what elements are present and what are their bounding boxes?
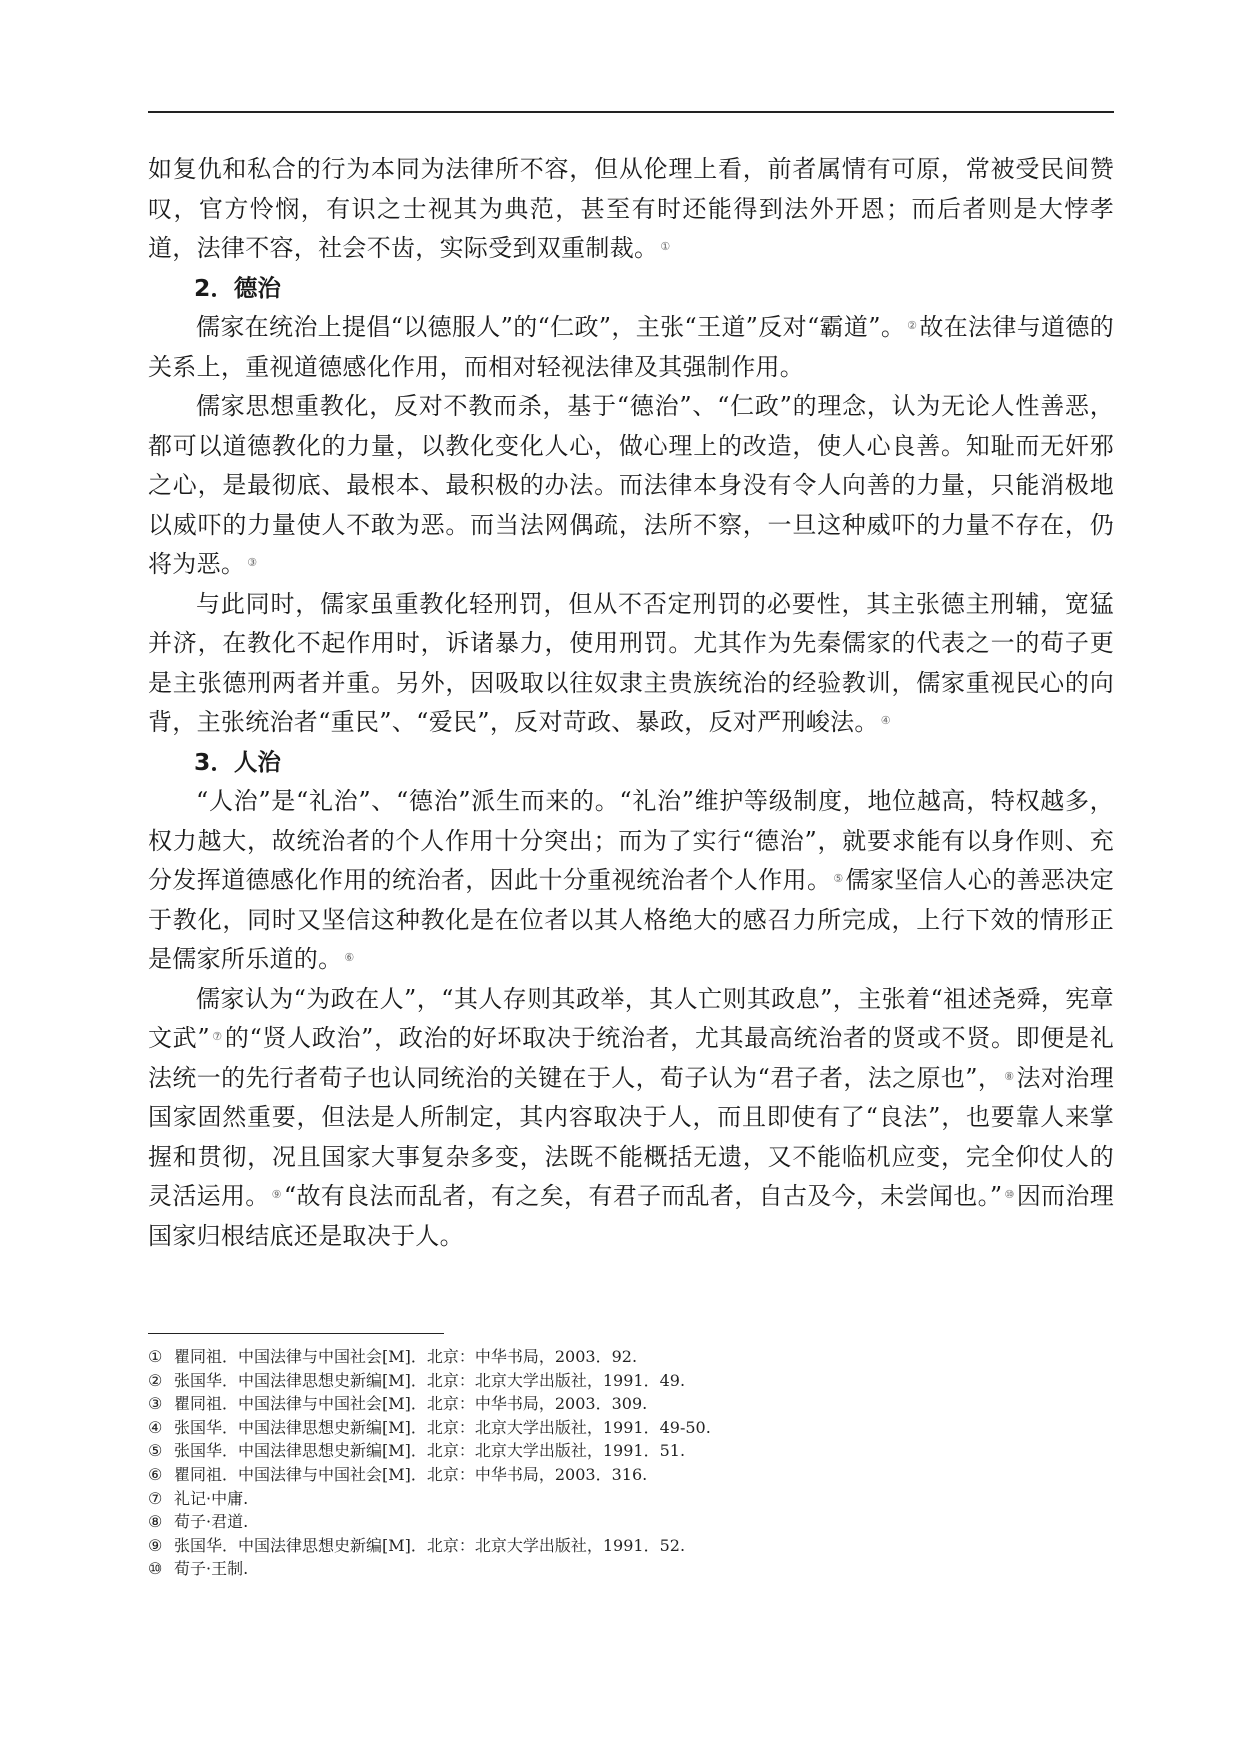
footnote-ref-8[interactable]: ⑧ [1004, 1069, 1015, 1083]
footnote-ref-7[interactable]: ⑦ [211, 1030, 223, 1043]
footnote-item: ⑤ 张国华．中国法律思想史新编[M]．北京：北京大学出版社，1991．51. [148, 1441, 686, 1461]
footnote-item: ① 瞿同祖．中国法律与中国社会[M]．北京：中华书局，2003．92. [148, 1347, 638, 1366]
footnote-ref-10[interactable]: ⑩ [1004, 1188, 1015, 1201]
footnote-ref-9[interactable]: ⑨ [271, 1188, 282, 1201]
paragraph-dezhi-3: 与此同时，儒家虽重教化轻刑罚，但从不否定刑罚的必要性，其主张德主刑辅，宽猛并济，在教化不起作用时，诉诸暴力，使用刑罚。尤其作为先秦儒家的代表之一的荀子更是主张德刑两者并重。另外，因吸取以往奴隶主贵族统治的经验教训，儒家重视民心的向背，主张统治者“重民”、“爱民”，反对苛政、暴政，反对严刑峻法。 ④ [148, 589, 1114, 736]
paragraph-continued: 如复仇和私合的行为本同为法律所不容，但从伦理上看，前者属情有可原，常被受民间赞叹，官方怜悯，有识之士视其为典范，甚至有时还能得到法外开恩；而后者则是大悖孝道，法律不容，社会不齿，实际受到双重制裁。 ① [148, 155, 1114, 262]
footnote-ref-3[interactable]: ③ [247, 556, 258, 569]
footnote-ref-4[interactable]: ④ [880, 714, 891, 727]
footnote-ref-6[interactable]: ⑥ [344, 951, 355, 964]
footnote-item: ⑨ 张国华．中国法律思想史新编[M]．北京：北京大学出版社，1991．52. [148, 1535, 686, 1555]
footnote-separator [148, 1333, 444, 1334]
footnotes-list [148, 1345, 1114, 1581]
footnote-item: ④ 张国华．中国法律思想史新编[M]．北京：北京大学出版社，1991．49-50. [148, 1417, 711, 1437]
footnote-item: ⑥ 瞿同祖．中国法律与中国社会[M]．北京：中华书局，2003．316. [148, 1464, 648, 1484]
paragraph-renzhi-1: “人治”是“礼治”、“德治”派生而来的。“礼治”维护等级制度，地位越高，特权越多，权力越大，故统治者的个人作用十分突出；而为了实行“德治”，就要求能有以身作则、充分发挥道德感化作用的统治者，因此十分重视统治者个人作用。 ⑤儒家坚信人心的善恶决定于教化，同时又坚信这种教化是在位者以其人格绝大的感召力所完成，上行下效的情形正是儒家所乐道的。 ⑥ [148, 787, 1114, 973]
footnote-ref-1[interactable]: ① [660, 240, 671, 253]
footnote-ref-2[interactable]: ② [907, 319, 918, 332]
footnote-item: ⑧ 荀子·君道. [148, 1512, 249, 1532]
footnote-item: ② 张国华．中国法律思想史新编[M]．北京：北京大学出版社，1991．49. [148, 1370, 686, 1390]
section-heading-renzhi: 3．人治 [194, 747, 281, 776]
footnote-item: ⑦ 礼记·中庸. [148, 1488, 249, 1508]
body-text [148, 150, 1114, 1256]
footnote-ref-5[interactable]: ⑤ [833, 872, 844, 885]
paragraph-dezhi-1: 儒家在统治上提倡“以德服人”的“仁政”，主张“王道”反对“霸道”。 ②故在法律与道德的关系上，重视道德感化作用，而相对轻视法律及其强制作用。 [148, 313, 1114, 381]
paragraph-renzhi-2: 儒家认为“为政在人”，“其人存则其政举，其人亡则其政息”，主张着“祖述尧舜，宪章文武” ⑦的“贤人政治”，政治的好坏取决于统治者，尤其最高统治者的贤或不贤。即便是礼法统一的先行者荀子也认同统治的关键在于人，荀子认为“君子者，法之原也”， ⑧法对治理国家固然重要，但法是人所制定，其内容取决于人，而且即使有了“良法”，也要靠人来掌握和贯彻，况且国家大事复杂多变，法既不能概括无遗，又不能临机应变，完全仰仗人的灵活运用。 ⑨“故有良法而乱者，有之矣，有君子而乱者，自古及今，未尝闻也。” ⑩因而治理国家归根结底还是取决于人。 [148, 984, 1114, 1250]
header-rule [148, 111, 1114, 113]
section-heading-dezhi: 2．德治 [194, 273, 281, 302]
footnote-item: ③ 瞿同祖．中国法律与中国社会[M]．北京：中华书局，2003．309. [148, 1394, 648, 1414]
footnote-item: ⑩ 荀子·王制. [148, 1559, 249, 1579]
paragraph-dezhi-2: 儒家思想重教化，反对不教而杀，基于“德治”、“仁政”的理念，认为无论人性善恶，都可以道德教化的力量，以教化变化人心，做心理上的改造，使人心良善。知耻而无奸邪之心，是最彻底、最根本、最积极的办法。而法律本身没有令人向善的力量，只能消极地以威吓的力量使人不敢为恶。而当法网偶疏，法所不察，一旦这种威吓的力量不存在，仍将为恶。 ③ [148, 392, 1114, 578]
